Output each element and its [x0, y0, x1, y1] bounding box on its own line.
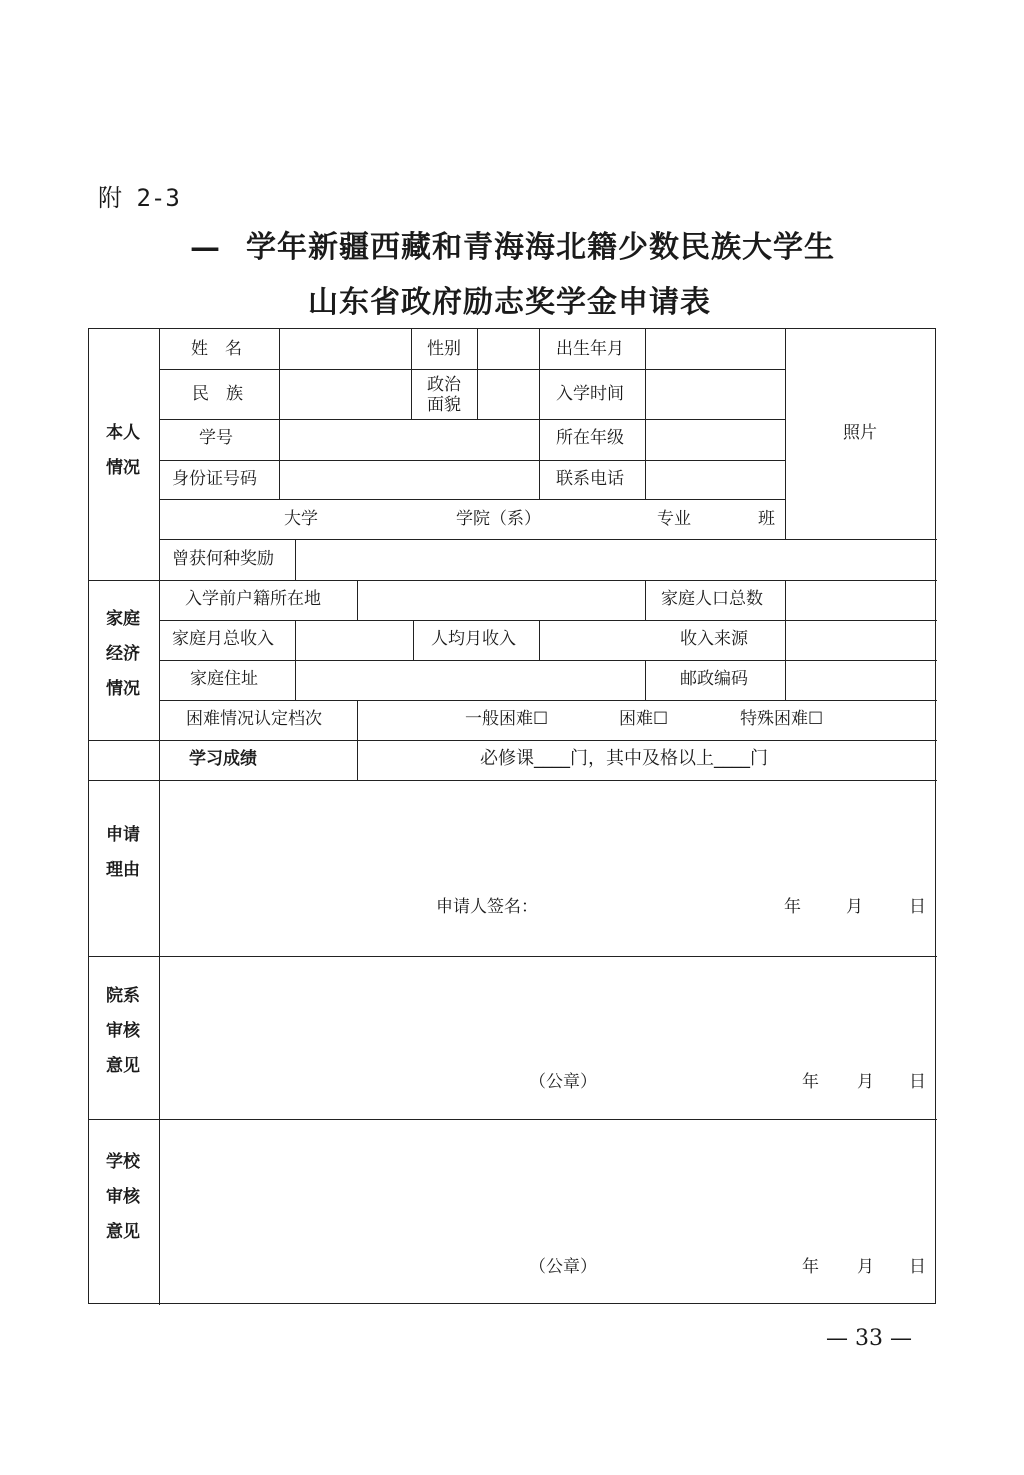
- title-year-dash: —: [190, 230, 221, 265]
- section-label: 意见: [106, 1056, 140, 1076]
- school-seal-label: （公章）: [529, 1257, 597, 1277]
- college-label: 学院（系）: [456, 509, 541, 529]
- address-label: 家庭住址: [190, 669, 258, 689]
- grid-line: [539, 329, 540, 499]
- grade-label: 所在年级: [556, 428, 624, 448]
- phone-label: 联系电话: [556, 469, 624, 489]
- university-label: 大学: [284, 509, 318, 529]
- major-label: 专业: [657, 509, 691, 529]
- form-title-line1: [190, 222, 835, 266]
- grid-line: [159, 499, 785, 500]
- section-label: 意见: [106, 1222, 140, 1242]
- study-results-label: 学习成绩: [189, 749, 257, 769]
- monthly-income-label: 家庭月总收入: [172, 629, 274, 649]
- photo-placeholder: 照片: [843, 423, 877, 443]
- section-label: 本人: [106, 423, 140, 443]
- grid-line: [89, 580, 937, 581]
- grid-line: [279, 329, 280, 499]
- political-label: [414, 375, 474, 415]
- section-label: 情况: [106, 679, 140, 699]
- date-year: 年: [802, 1072, 819, 1092]
- awards-label: 曾获何种奖励: [172, 549, 274, 569]
- difficulty-option-special[interactable]: 特殊困难☐: [740, 709, 824, 729]
- income-source-label: 收入来源: [680, 629, 748, 649]
- grid-line: [413, 620, 414, 660]
- per-capita-income-label: 人均月收入: [431, 629, 516, 649]
- section-personal: [98, 416, 148, 486]
- grid-line: [159, 539, 937, 540]
- grid-line: [89, 1119, 937, 1120]
- section-label: 家庭: [106, 609, 140, 629]
- grid-line: [159, 460, 785, 461]
- date-year: 年: [784, 897, 801, 917]
- section-label: 经济: [106, 644, 140, 664]
- postcode-label: 邮政编码: [680, 669, 748, 689]
- page-number: — 33 —: [826, 1326, 912, 1351]
- section-family: [98, 602, 148, 707]
- date-month: 月: [846, 897, 863, 917]
- household-label: 入学前户籍所在地: [185, 589, 321, 609]
- section-school: [98, 1145, 148, 1250]
- section-reason: [98, 818, 148, 888]
- gender-label: 性别: [427, 339, 461, 359]
- family-size-label: 家庭人口总数: [661, 589, 763, 609]
- section-label: 学校: [106, 1152, 140, 1172]
- section-label: 理由: [106, 860, 140, 880]
- applicant-signature-label: 申请人签名：: [436, 897, 538, 917]
- id-card-label: 身份证号码: [172, 469, 257, 489]
- grid-line: [477, 329, 478, 419]
- grid-line: [357, 700, 358, 780]
- birth-label: 出生年月: [556, 339, 624, 359]
- student-id-label: 学号: [199, 428, 233, 448]
- grid-line: [411, 329, 412, 419]
- grid-line: [645, 329, 646, 499]
- grid-line: [785, 329, 786, 539]
- grid-line: [159, 419, 785, 420]
- section-label: 院系: [106, 986, 140, 1006]
- date-month: 月: [857, 1072, 874, 1092]
- attachment-number: 附 2-3: [98, 184, 180, 212]
- date-day: 日: [909, 1257, 926, 1277]
- grid-line: [89, 780, 937, 781]
- grid-line: [159, 700, 937, 701]
- section-label: 情况: [106, 458, 140, 478]
- date-month: 月: [857, 1257, 874, 1277]
- difficulty-option-general[interactable]: 一般困难☐: [465, 709, 549, 729]
- grid-line: [645, 580, 646, 620]
- grid-line: [785, 580, 786, 700]
- section-label: 申请: [106, 825, 140, 845]
- grid-line: [645, 660, 646, 700]
- name-label: 姓 名: [191, 339, 242, 359]
- ethnicity-label: 民 族: [192, 384, 243, 404]
- grid-line: [159, 660, 937, 661]
- section-label: 审核: [106, 1187, 140, 1207]
- grid-line: [295, 620, 296, 700]
- study-results-text: 必修课____门，其中及格以上____门: [480, 748, 768, 769]
- difficulty-level-label: 困难情况认定档次: [186, 709, 322, 729]
- grid-line: [357, 580, 358, 620]
- form-title-line2: 山东省政府励志奖学金申请表: [308, 285, 711, 320]
- section-department: [98, 979, 148, 1084]
- class-label: 班: [758, 509, 775, 529]
- political-label-line: 面貌: [427, 395, 461, 415]
- title-line1-text: 学年新疆西藏和青海海北籍少数民族大学生: [246, 230, 835, 265]
- date-day: 日: [909, 1072, 926, 1092]
- grid-line: [89, 740, 937, 741]
- grid-line: [159, 620, 937, 621]
- grid-line: [295, 539, 296, 580]
- grid-line: [159, 329, 160, 1305]
- difficulty-option-difficult[interactable]: 困难☐: [619, 709, 669, 729]
- date-year: 年: [802, 1257, 819, 1277]
- date-day: 日: [909, 897, 926, 917]
- grid-line: [539, 620, 540, 660]
- section-label: 审核: [106, 1021, 140, 1041]
- political-label-line: 政治: [427, 375, 461, 395]
- grid-line: [159, 369, 785, 370]
- department-seal-label: （公章）: [529, 1072, 597, 1092]
- enroll-time-label: 入学时间: [556, 384, 624, 404]
- grid-line: [89, 956, 937, 957]
